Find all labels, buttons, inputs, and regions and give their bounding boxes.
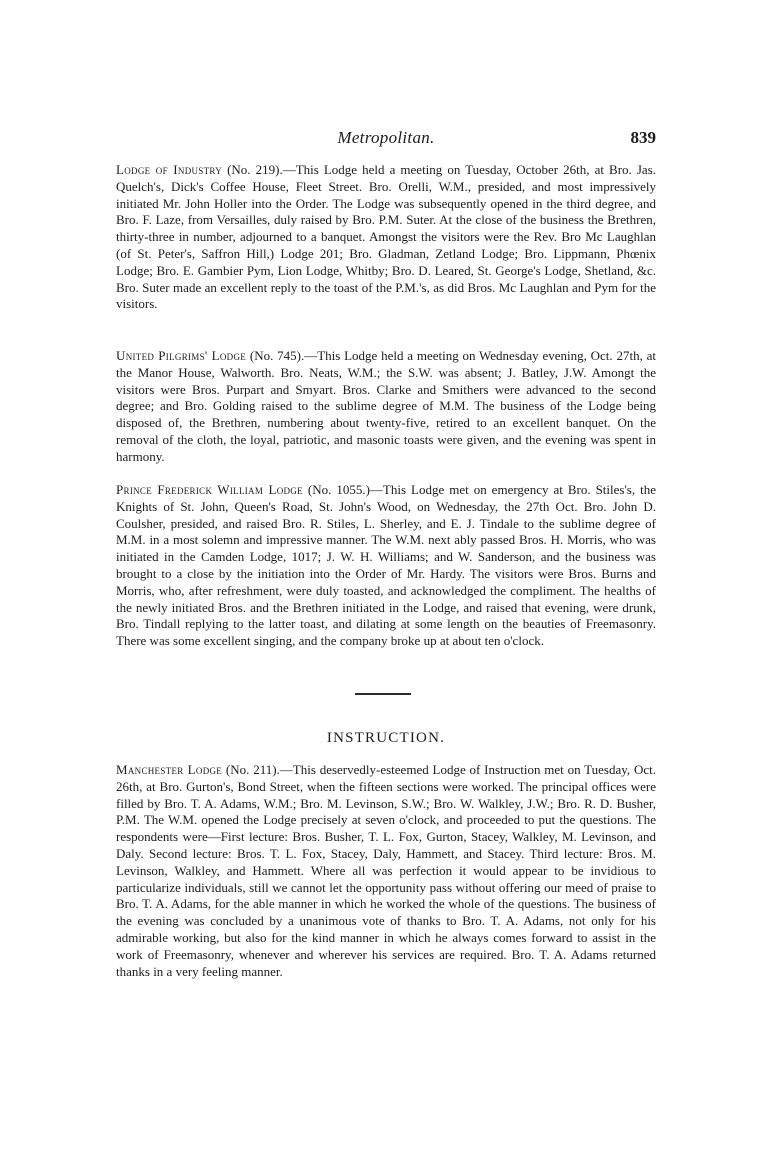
report-manchester-lodge [116,762,656,980]
page-header [116,128,656,152]
section-divider [355,693,411,695]
report-body: (No. 745).—This Lodge held a meeting on Wednesday evening, Oct. 27th, at the Manor House, Walworth. Bro. Neats, W.M.; the S.W. was absent; J. Batley, J.W. Amongt the visitors were Bros. Purpart and Smyart. Bros. Clarke and Smithers were advanced to the second degree; and Bro. Golding raised to the sublime degree of M.M. The business of the Lodge being disposed of, the Brethren, numbering about twenty-five, retired to an excellent banquet. On the removal of the cloth, the loyal, patriotic, and masonic toasts were given, and the evening was spent in harmony. [116,348,656,464]
lodge-name: United Pilgrims' Lodge [116,348,247,363]
report-lodge-of-industry [116,162,656,313]
lodge-name: Prince Frederick William Lodge [116,482,303,497]
report-prince-frederick-william-lodge [116,482,656,650]
page-number: 839 [630,128,656,147]
running-title: Metropolitan. [337,128,435,147]
report-body: (No. 211).—This deservedly-esteemed Lodge of Instruction met on Tuesday, Oct. 26th, at Bro. Gurton's, Bond Street, when the fifteen sections were worked. The principal offices were filled by Bro. T. A. Adams, W.M.; Bro. M. Levinson, S.W.; Bro. W. Walkley, J.W.; Bro. R. D. Busher, P.M. The W.M. opened the Lodge precisely at seven o'clock, and proceeded to put the questions. The respondents were—First lecture: Bros. Busher, T. L. Fox, Gurton, Stacey, Walkley, M. Levinson, and Daly. Second lecture: Bros. T. L. Fox, Stacey, Daly, Hammett, and Stacey. Third lecture: Bros. M. Levinson, Walkley, and Hammett. Where all was perfection it would appear to be invidious to particularize individuals, still we cannot let the opportunity pass without offering our meed of praise to Bro. T. A. Adams, for the able manner in which he worked the whole of the questions. The business of the evening was concluded by a unanimous vote of thanks to Bro. T. A. Adams, not only for his admirable working, but also for the kind manner in which he always comes forward to assist in the work of Freemasonry, whenever and wherever his services are required. Bro. T. A. Adams returned thanks in a very feeling manner. [116,762,656,979]
report-body: (No. 1055.)—This Lodge met on emergency at Bro. Stiles's, the Knights of St. John, Queen's Road, St. John's Wood, on Wednesday, the 27th Oct. Bro. John D. Coulsher, presided, and raised Bro. R. Stiles, L. Sherley, and E. J. Tindale to the sublime degree of M.M. in a most solemn and impressive manner. The W.M. next ably passed Bros. H. Morris, who was initiated in the Camden Lodge, 1017; J. W. H. Williams; and W. Sanderson, and the business was brought to a close by the initiation into the Order of Mr. Hardy. The visitors were Bros. Burns and Morris, who, after refreshment, were duly toasted, and acknowledged the compliment. The healths of the newly initiated Bros. and the Brethren initiated in the Lodge, and raised that evening, were drunk, Bro. Tindall replying to the latter toast, and dilating at some length on the beauties of Freemasonry. There was some excellent singing, and the company broke up at about ten o'clock. [116,482,656,649]
report-body: (No. 219).—This Lodge held a meeting on Tuesday, October 26th, at Bro. Jas. Quelch's, Dick's Coffee House, Fleet Street. Bro. Orelli, W.M., presided, and most impressively initiated Mr. John Holler into the Order. The Lodge was subsequently opened in the third degree, and Bro. F. Laze, from Versailles, duly raised by Bro. P.M. Suter. At the close of the business the Brethren, thirty-three in number, adjourned to a banquet. Amongst the visitors were the Rev. Bro Mc Laughlan (of St. Peter's, Saffron Hill,) Lodge 201; Bro. Gladman, Zetland Lodge; Bro. Lippmann, Phœnix Lodge; Bro. E. Gambier Pym, Lion Lodge, Whitby; Bro. D. Leared, St. George's Lodge, Shetland, &c. Bro. Suter made an excellent reply to the toast of the P.M.'s, as did Bros. Mc Laughlan and Pym for the visitors. [116,162,656,312]
lodge-name: Lodge of Industry [116,162,223,177]
report-united-pilgrims-lodge [116,348,656,466]
section-heading-instruction: INSTRUCTION. [326,730,446,746]
lodge-name: Manchester Lodge [116,762,223,777]
